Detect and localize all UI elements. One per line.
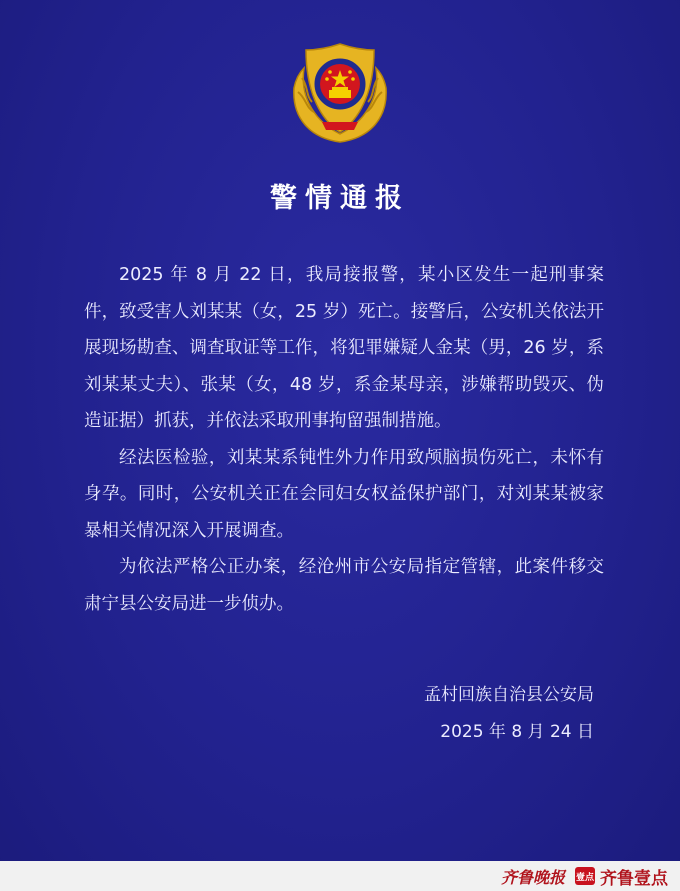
newspaper-logo <box>501 865 565 888</box>
signature-block <box>424 677 594 751</box>
notice-body <box>84 257 604 622</box>
notice-paragraph: 经法医检验，刘某某系钝性外力作用致颅脑损伤死亡，未怀有身孕。同时，公安机关正在会同妇女权益保护部门，对刘某某被家暴相关情况深入开展调查。 <box>84 447 604 541</box>
police-emblem-icon <box>288 38 392 146</box>
notice-paragraph: 为依法严格公正办案，经沧州市公安局指定管辖，此案件移交肃宁县公安局进一步侦办。 <box>84 557 604 614</box>
issuer-name: 孟村回族自治县公安局 <box>424 685 594 705</box>
app-badge-icon: 壹点 <box>575 867 595 885</box>
notice-title: 警情通报 <box>270 183 410 214</box>
newspaper-name: 齐鲁晚报 <box>500 867 565 887</box>
notice-paragraph: 2025 年 8 月 22 日，我局接报警，某小区发生一起刑事案件，致受害人刘某某（女，25 岁）死亡。接警后，公安机关依法开展现场勘查、调查取证等工作，将犯罪嫌疑人金某（男，26 岁，系刘某某丈夫）、张某（女，48 岁，系金某母亲，涉嫌帮助毁灭、伪造证据）抓获，并依法采取刑事拘留强制措施。 <box>84 265 604 431</box>
app-name: 齐鲁壹点 <box>600 868 668 889</box>
issue-date: 2025 年 8 月 24 日 <box>440 722 594 742</box>
footer-watermark <box>0 861 680 891</box>
app-logo <box>575 864 668 889</box>
